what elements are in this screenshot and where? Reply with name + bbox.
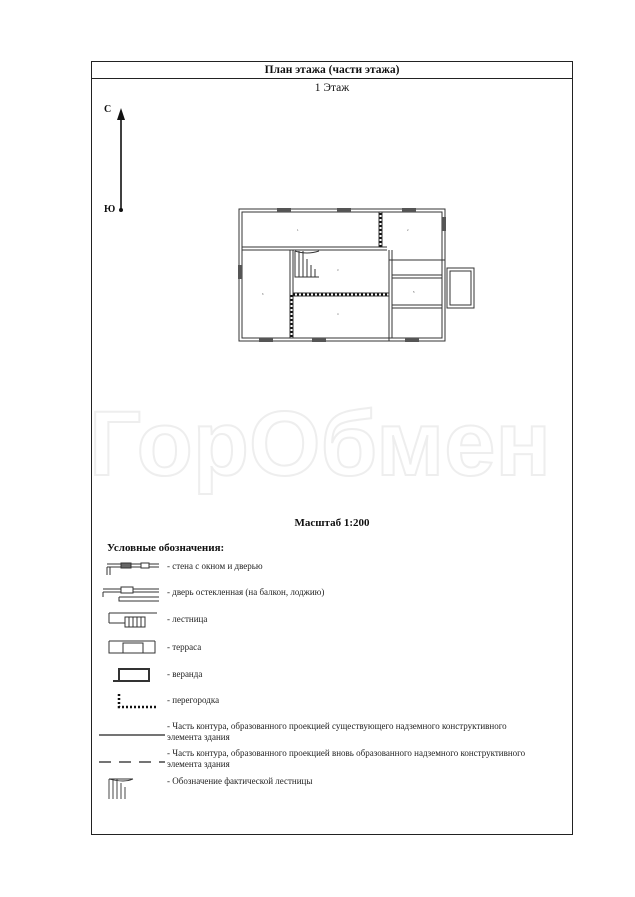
compass-north-label: С bbox=[104, 104, 112, 115]
svg-text:3: 3 bbox=[337, 268, 339, 272]
compass-south-label: Ю bbox=[104, 204, 116, 215]
svg-text:6: 6 bbox=[262, 292, 264, 296]
scale-label: Масштаб 1:200 bbox=[294, 517, 370, 529]
floor-plan-sheet bbox=[91, 61, 573, 835]
svg-text:4: 4 bbox=[337, 312, 339, 316]
legend-symbols bbox=[97, 557, 167, 802]
legend-item-existing-contour: - Часть контура, образованного проекцией существующего надземного конструктивного элемента здания bbox=[167, 721, 507, 742]
sheet-title: План этажа (части этажа) bbox=[92, 62, 572, 79]
legend-item-partition: - перегородка bbox=[167, 695, 220, 705]
legend-item-glazed-door: - дверь остекленная (на балкон, лоджию) bbox=[167, 587, 325, 597]
legend-item-wall: - стена с окном и дверью bbox=[167, 561, 263, 571]
legend-item-veranda: - веранда bbox=[167, 669, 203, 679]
legend-item-new-contour: - Часть контура, образованного проекцией вновь образованного надземного конструктивного элемента здания bbox=[167, 748, 526, 769]
svg-text:1: 1 bbox=[297, 228, 299, 232]
svg-text:2: 2 bbox=[407, 228, 409, 232]
legend-item-stair: - лестница bbox=[167, 614, 208, 624]
legend-item-actual-stair: - Обозначение фактической лестницы bbox=[167, 776, 313, 786]
svg-text:5: 5 bbox=[413, 290, 415, 294]
legend-item-terrace: - терраса bbox=[167, 642, 202, 652]
floor-plan-drawing bbox=[237, 205, 477, 345]
floor-label: 1 Этаж bbox=[314, 82, 350, 94]
watermark-text: ГорОбмен bbox=[89, 393, 551, 495]
legend-title: Условные обозначения: bbox=[107, 542, 225, 554]
